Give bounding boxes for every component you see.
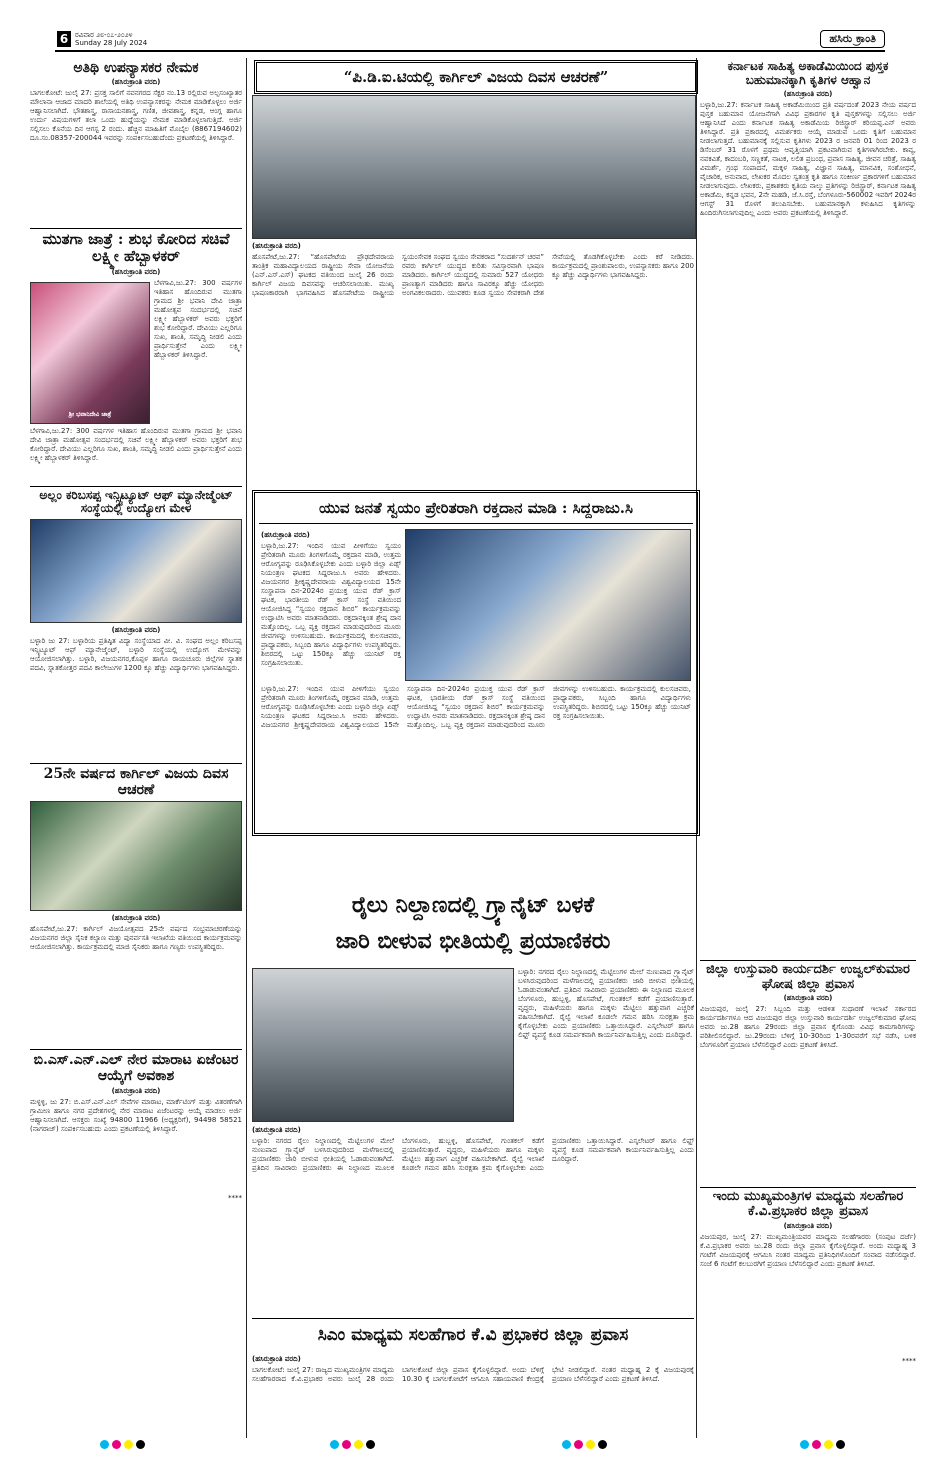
registration-marks bbox=[330, 1440, 375, 1449]
article-text: ಬೆಳಗಾವಿ,ಜು.27: 300 ವರ್ಷಗಳ ಇತಿಹಾಸ ಹೊಂದಿರುವ ಮುತಗಾ ಗ್ರಾಮದ ಶ್ರೀ ಭವಾನಿ ದೇವಿ ಜಾತ್ರಾ ಮಹೋತ್ಸವ ಸಂದರ್ಭದಲ್ಲಿ ಸಚಿವೆ ಲಕ್ಷ್ಮೀ ಹೆಬ್ಬಾಳಕರ್ ಅವರು ಭಕ್ತರಿಗೆ ಶುಭ ಕೋರಿದ್ದಾರೆ. ದೇವಿಯು ಎಲ್ಲರಿಗೂ ಸುಖ, ಶಾಂತಿ, ಸಮೃದ್ಧಿ ನೀಡಲಿ ಎಂದು ಪ್ರಾರ್ಥಿಸುತ್ತೇನೆ ಎಂದು ಲಕ್ಷ್ಮೀ ಹೆಬ್ಬಾಳಕರ್ ತಿಳಿಸಿದ್ದಾರೆ. bbox=[30, 426, 242, 462]
article-text: ಬಳ್ಳಾರಿ ಜು 27: ಬಳ್ಳಾರಿಯ ಪ್ರತಿಷ್ಠಿತ ವಿದ್ಯಾ ಸಂಸ್ಥೆಯಾದ ವೀ. ವಿ. ಸಂಘದ ಅಲ್ಲಂ ಕರಿಬಸಪ್ಪ ಇನ್ಸ್ಟಿಟ್ಯೂಟ್ ಆಫ್ ಮ್ಯಾನೇಜ್ಮೆಂಟ್, ಬಳ್ಳಾರಿ ಸಂಸ್ಥೆಯಲ್ಲಿ ಉದ್ಯೋಗ ಮೇಳವನ್ನು ಆಯೋಜಿಸಲಾಗಿತ್ತು. ಬಳ್ಳಾರಿ, ವಿಜಯನಗರ,ಕೊಪ್ಪಳ ಹಾಗೂ ರಾಯಚೂರು ಜಿಲ್ಲೆಗಳ ಸ್ನಾತಕ ಪದವಿ, ಸ್ನಾತಕೋತ್ತರ ಪದವಿ ಕಾಲೇಜುಗಳ 1200 ಕ್ಕೂ ಹೆಚ್ಚು ವಿದ್ಯಾರ್ಥಿಗಳು ಭಾಗವಹಿಸಿದ್ದರು. bbox=[30, 637, 242, 673]
article-text: ಬಾಗಲಕೋಟೆ: ಜುಲೈ 27: ಪ್ರಸಕ್ತ ಸಾಲಿಗೆ ನವನಗರದ ಸೆಕ್ಟರ ನಂ.13 ರಲ್ಲಿರುವ ಅಲ್ಪಸಂಖ್ಯಾತರ ಮೌಲಾನಾ ಆಜಾದ ಮಾದರಿ ಶಾಲೆಯಲ್ಲಿ ಅತಿಥಿ ಉಪನ್ಯಾಸಕರನ್ನು ನೇಮಕ ಮಾಡಿಕೊಳ್ಳಲು ಅರ್ಜಿ ಆಹ್ವಾನಿಸಲಾಗಿದೆ. ಭೌತಶಾಸ್ತ್ರ, ರಾಸಾಯನಶಾಸ್ತ್ರ, ಗಣಿತ, ಜೀವಶಾಸ್ತ್ರ, ಕನ್ನಡ, ಆಂಗ್ಲ ಹಾಗೂ ಉರ್ದು ವಿಷಯಗಳಿಗೆ ತಲಾ ಒಂದು ಹುದ್ದೆಯನ್ನು ನೇಮಕ ಮಾಡಿಕೊಳ್ಳಲಾಗುತ್ತಿದೆ. ಅರ್ಜಿ ಸಲ್ಲಿಸಲು ಕೊನೆಯ ದಿನ ಆಗಸ್ಟ 2 ರಂದು. ಹೆಚ್ಚಿನ ಮಾಹಿತಿಗೆ ಮೊಬೈಲ (8867194602) ದೂ.ಸಂ.08357-200044 ಇವರನ್ನು ಸಂಪರ್ಕಿಸಬಹುದೆಂದು ಪ್ರಕಟಣೆಯಲ್ಲಿ ತಿಳಿಸಿದ್ದಾರೆ. bbox=[30, 89, 242, 143]
article-text: ಬಳ್ಳಾರಿ: ನಗರದ ರೈಲು ನಿಲ್ದಾಣದಲ್ಲಿ ಮೆಟ್ಟಿಲುಗಳ ಮೇಲೆ ನುಣುಪಾದ ಗ್ರ್ಯಾನೈಟ್ ಬಳಸಿರುವುದರಿಂದ ಮಳೆಗಾಲದಲ್ಲಿ ಪ್ರಯಾಣಿಕರು ಜಾರಿ ಬೀಳುವ ಭೀತಿಯಲ್ಲಿ ಓಡಾಡುವಂತಾಗಿದೆ. ಪ್ರತಿದಿನ ಸಾವಿರಾರು ಪ್ರಯಾಣಿಕರು ಈ ನಿಲ್ದಾಣದ ಮೂಲಕ ಬೆಂಗಳೂರು, ಹುಬ್ಬಳ್ಳಿ, ಹೊಸಪೇಟೆ, ಗುಂತಕಲ್ ಕಡೆಗೆ ಪ್ರಯಾಣಿಸುತ್ತಾರೆ. ವೃದ್ಧರು, ಮಹಿಳೆಯರು ಹಾಗೂ ಮಕ್ಕಳು ಮೆಟ್ಟಿಲು ಹತ್ತುವಾಗ ಎಚ್ಚರಿಕೆ ವಹಿಸಬೇಕಾಗಿದೆ. ರೈಲ್ವೆ ಇಲಾಖೆ ಕೂಡಲೇ ಗಮನ ಹರಿಸಿ ಸುರಕ್ಷತಾ ಕ್ರಮ ಕೈಗೊಳ್ಳಬೇಕು ಎಂದು ಪ್ರಯಾಣಿಕರು ಒತ್ತಾಯಿಸಿದ್ದಾರೆ. ಎಸ್ಕಲೇಟರ್ ಹಾಗೂ ಲಿಫ್ಟ್ ವ್ಯವಸ್ಥೆ ಕೂಡ ಸಮರ್ಪಕವಾಗಿ ಕಾರ್ಯನಿರ್ವಹಿಸುತ್ತಿಲ್ಲ ಎಂದು ದೂರಿದ್ದಾರೆ. bbox=[252, 1137, 694, 1172]
byline: (ಹಸಿರುಕ್ರಾಂತಿ ವರದಿ) bbox=[261, 531, 310, 539]
article-photo: ಶ್ರೀ ಭವಾನಿದೇವಿ ಜಾತ್ರೆ bbox=[30, 282, 150, 424]
end-mark: **** bbox=[902, 1357, 916, 1366]
article-text: ವಿಜಯಪುರ, ಜುಲೈ 27: ಮುಖ್ಯಮಂತ್ರಿಯವರ ಮಾಧ್ಯಮ ಸಲಹೆಗಾರರು (ಸಂಪುಟ ದರ್ಜೆ) ಕೆ.ವಿ.ಪ್ರಭಾಕರ ಅವರು ಜು.28 ರಂದು ಜಿಲ್ಲಾ ಪ್ರವಾಸ ಕೈಗೊಳ್ಳಲಿದ್ದಾರೆ. ಅಂದು ಮಧ್ಯಾಹ್ನ 3 ಗಂಟೆಗೆ ವಿಜಯಪುರಕ್ಕೆ ಆಗಮಿಸಿ ನಂತರ ಮಾಧ್ಯಮ ಪ್ರತಿನಿಧಿಗಳೊಂದಿಗೆ ಸಂವಾದ ನಡೆಸಲಿದ್ದಾರೆ. ಸಂಜೆ 6 ಗಂಟೆಗೆ ಕಲಬುರಗಿಗೆ ಪ್ರಯಾಣ ಬೆಳೆಸಲಿದ್ದಾರೆ ಎಂದು ಪ್ರಕಟಣೆ ತಿಳಿಸಿದೆ. bbox=[700, 1233, 916, 1269]
article-text: ಬಳ್ಳಾರಿ: ನಗರದ ರೈಲು ನಿಲ್ದಾಣದಲ್ಲಿ ಮೆಟ್ಟಿಲುಗಳ ಮೇಲೆ ನುಣುಪಾದ ಗ್ರ್ಯಾನೈಟ್ ಬಳಸಿರುವುದರಿಂದ ಮಳೆಗಾಲದಲ್ಲಿ ಪ್ರಯಾಣಿಕರು ಜಾರಿ ಬೀಳುವ ಭೀತಿಯಲ್ಲಿ ಓಡಾಡುವಂತಾಗಿದೆ. ಪ್ರತಿದಿನ ಸಾವಿರಾರು ಪ್ರಯಾಣಿಕರು ಈ ನಿಲ್ದಾಣದ ಮೂಲಕ ಬೆಂಗಳೂರು, ಹುಬ್ಬಳ್ಳಿ, ಹೊಸಪೇಟೆ, ಗುಂತಕಲ್ ಕಡೆಗೆ ಪ್ರಯಾಣಿಸುತ್ತಾರೆ. ವೃದ್ಧರು, ಮಹಿಳೆಯರು ಹಾಗೂ ಮಕ್ಕಳು ಮೆಟ್ಟಿಲು ಹತ್ತುವಾಗ ಎಚ್ಚರಿಕೆ ವಹಿಸಬೇಕಾಗಿದೆ. ರೈಲ್ವೆ ಇಲಾಖೆ ಕೂಡಲೇ ಗಮನ ಹರಿಸಿ ಸುರಕ್ಷತಾ ಕ್ರಮ ಕೈಗೊಳ್ಳಬೇಕು ಎಂದು ಪ್ರಯಾಣಿಕರು ಒತ್ತಾಯಿಸಿದ್ದಾರೆ. ಎಸ್ಕಲೇಟರ್ ಹಾಗೂ ಲಿಫ್ಟ್ ವ್ಯವಸ್ಥೆ ಕೂಡ ಸಮರ್ಪಕವಾಗಿ ಕಾರ್ಯನಿರ್ವಹಿಸುತ್ತಿಲ್ಲ ಎಂದು ದೂರಿದ್ದಾರೆ. bbox=[518, 968, 694, 1039]
byline: (ಹಸಿರುಕ್ರಾಂತಿ ವರದಿ) bbox=[111, 1086, 161, 1095]
article-photo bbox=[30, 519, 242, 623]
byline: (ಹಸಿರುಕ್ರಾಂತಿ ವರದಿ) bbox=[252, 242, 301, 250]
article-text: ಹೊಸಪೇಟೆ,ಜು.27: ಕಾರ್ಗಿಲ್ ವಿಜಯೋತ್ಸವದ 25ನೇ ವರ್ಷದ ಸಂಭ್ರಮಾಚರಣೆಯನ್ನು ವಿಜಯನಗರ ಜಿಲ್ಲಾ ಸೈನಿಕ ಕಲ್ಯಾಣ ಮತ್ತು ಪುನರ್ವಸತಿ ಇಲಾಖೆಯ ವತಿಯಿಂದ ಕಾರ್ಯಕ್ರಮವನ್ನು ಆಯೋಜಿಸಲಾಗಿತ್ತು. ಕಾರ್ಯಕ್ರಮದಲ್ಲಿ ಮಾಜಿ ಸೈನಿಕರು ಹಾಗೂ ಗಣ್ಯರು ಉಪಸ್ಥಿತರಿದ್ದರು. bbox=[30, 925, 242, 952]
article-text: ಹೊಸಪೇಟೆ,ಜು.27: “ಹೊಸಪೇಟೆಯ ಪ್ರೌಢದೇವರಾಯ ತಾಂತ್ರಿಕ ಮಹಾವಿದ್ಯಾಲಯದ ರಾಷ್ಟ್ರೀಯ ಸೇವಾ ಯೋಜನೆಯ (ಎನ್.ಎಸ್.ಎಸ್) ಘಟಕದ ವತಿಯಿಂದ ಜುಲೈ 26 ರಂದು ಕಾರ್ಗಿಲ್ ವಿಜಯ ದಿವಸವನ್ನು ಆಚರಿಸಲಾಯಿತು. ಮುಖ್ಯ ಭಾಷಣಕಾರರಾಗಿ ಭಾಗವಹಿಸಿದ ಹೊಸಪೇಟೆಯ ರಾಷ್ಟ್ರೀಯ ಸ್ವಯಂಸೇವಕ ಸಂಘದ ಸ್ವಯಂ ಸೇವಕರಾದ “ಸುದರ್ಶನ್ ಚರವ” ರವರು ಕಾರ್ಗಿಲ್ ಯುದ್ಧದ ಕುರಿತು ಸವಿಸ್ತಾರವಾಗಿ ಭಾಷಣ ಮಾಡಿದರು. ಕಾರ್ಗಿಲ್ ಯುದ್ಧದಲ್ಲಿ ಸುಮಾರು 527 ಯೋಧರು ಪ್ರಾಣತ್ಯಾಗ ಮಾಡಿದರು ಹಾಗೂ ಸಾವಿರಕ್ಕೂ ಹೆಚ್ಚು ಯೋಧರು ಅಂಗವಿಕಲರಾದರು. ಯುವಕರು ಕೂಡ ಸ್ವಯಂ ಸೇವಕರಾಗಿ ದೇಶ ಸೇವೆಯಲ್ಲಿ ತೊಡಗಿಕೊಳ್ಳಬೇಕು ಎಂದು ಕರೆ ನೀಡಿದರು. ಕಾರ್ಯಕ್ರಮದಲ್ಲಿ ಪ್ರಾಂಶುಪಾಲರು, ಉಪನ್ಯಾಸಕರು ಹಾಗೂ 200 ಕ್ಕೂ ಹೆಚ್ಚು ವಿದ್ಯಾರ್ಥಿಗಳು ಭಾಗವಹಿಸಿದ್ದರು. bbox=[252, 253, 694, 297]
column-divider bbox=[246, 58, 247, 1438]
byline: (ಹಸಿರುಕ್ರಾಂತಿ ವರದಿ) bbox=[111, 914, 161, 923]
article-text: ಬಳ್ಳಾರಿ,ಜು.27: ಕರ್ನಾಟಕ ಸಾಹಿತ್ಯ ಅಕಾಡೆಮಿಯಿಂದ ಪ್ರತಿ ವರ್ಷದಂತೆ 2023 ನೇಯ ವರ್ಷದ ಪುಸ್ತಕ ಬಹುಮಾನ ಯೋಜನೆಗಾಗಿ ವಿವಿಧ ಪ್ರಕಾರಗಳ ಕೃತಿ ಪುಸ್ತಕಗಳನ್ನು ಸಲ್ಲಿಸಲು ಅರ್ಜಿ ಆಹ್ವಾನಿಸಿದೆ ಎಂದು ಕರ್ನಾಟಕ ಸಾಹಿತ್ಯ ಅಕಾಡೆಮಿಯ ರಿಜಿಸ್ಟ್ರಾರ್ ಕರಿಯಪ್ಪ.ಎನ್ ಅವರು ತಿಳಿಸಿದ್ದಾರೆ. ಪ್ರತಿ ಪ್ರಕಾರದಲ್ಲಿ ವಿಮರ್ಶಕರು ಆಯ್ಕೆ ಮಾಡುವ ಒಂದು ಕೃತಿಗೆ ಬಹುಮಾನ ನೀಡಲಾಗುತ್ತದೆ. ಬಹುಮಾನಕ್ಕೆ ಸಲ್ಲಿಸುವ ಕೃತಿಗಳು 2023 ರ ಜನವರಿ 01 ರಿಂದ 2023 ರ ಡಿಸೆಂಬರ್ 31 ರೊಳಗೆ ಪ್ರಥಮ ಆವೃತ್ತಿಯಾಗಿ ಪ್ರಕಟವಾಗಿರುವ ಕೃತಿಗಳಾಗಿರಬೇಕು. ಕಾವ್ಯ, ನವಕವಿತೆ, ಕಾದಂಬರಿ, ಸಣ್ಣಕತೆ, ನಾಟಕ, ಲಲಿತ ಪ್ರಬಂಧ, ಪ್ರವಾಸ ಸಾಹಿತ್ಯ, ಜೀವನ ಚರಿತ್ರೆ, ಸಾಹಿತ್ಯ ವಿಮರ್ಶೆ, ಗ್ರಂಥ ಸಂಪಾದನೆ, ಮಕ್ಕಳ ಸಾಹಿತ್ಯ, ವಿಜ್ಞಾನ ಸಾಹಿತ್ಯ, ಮಾನವಿಕ, ಸಂಶೋಧನೆ, ವೈಚಾರಿಕ, ಅನುವಾದ, ಲೇಖಕರ ಮೊದಲ ಸ್ವತಂತ್ರ ಕೃತಿ ಹಾಗೂ ಸಂಕೀರ್ಣ ಪ್ರಕಾರಗಳಿಗೆ ಬಹುಮಾನ ನೀಡಲಾಗುವುದು. ಲೇಖಕರು, ಪ್ರಕಾಶಕರು ಕೃತಿಯ ನಾಲ್ಕು ಪ್ರತಿಗಳನ್ನು ರಿಜಿಸ್ಟ್ರಾರ್, ಕರ್ನಾಟಕ ಸಾಹಿತ್ಯ ಅಕಾಡೆಮಿ, ಕನ್ನಡ ಭವನ, 2ನೇ ಮಹಡಿ, ಜೆ.ಸಿ.ರಸ್ತೆ, ಬೆಂಗಳೂರು-560002 ಇವರಿಗೆ 2024ರ ಆಗಸ್ಟ್ 31 ರೊಳಗೆ ತಲುಪಿಸಬೇಕು. ಬಹುಮಾನಕ್ಕಾಗಿ ಕಳುಹಿಸಿದ ಕೃತಿಗಳನ್ನು ಹಿಂದಿರುಗಿಸಲಾಗುವುದಿಲ್ಲ ಎಂದು ಅವರು ಪ್ರಕಟಣೆಯಲ್ಲಿ ತಿಳಿಸಿದ್ದಾರೆ. bbox=[700, 100, 916, 217]
article-box bbox=[252, 490, 700, 836]
article-title: ಅತಿಥಿ ಉಪನ್ಯಾಸಕರ ನೇಮಕ bbox=[73, 60, 199, 76]
article-text: ಬೆಳಗಾವಿ,ಜು.27: 300 ವರ್ಷಗಳ ಇತಿಹಾಸ ಹೊಂದಿರುವ ಮುತಗಾ ಗ್ರಾಮದ ಶ್ರೀ ಭವಾನಿ ದೇವಿ ಜಾತ್ರಾ ಮಹೋತ್ಸವ ಸಂದರ್ಭದಲ್ಲಿ ಸಚಿವೆ ಲಕ್ಷ್ಮೀ ಹೆಬ್ಬಾಳಕರ್ ಅವರು ಭಕ್ತರಿಗೆ ಶುಭ ಕೋರಿದ್ದಾರೆ. ದೇವಿಯು ಎಲ್ಲರಿಗೂ ಸುಖ, ಶಾಂತಿ, ಸಮೃದ್ಧಿ ನೀಡಲಿ ಎಂದು ಪ್ರಾರ್ಥಿಸುತ್ತೇನೆ ಎಂದು ಲಕ್ಷ್ಮೀ ಹೆಬ್ಬಾಳಕರ್ ತಿಳಿಸಿದ್ದಾರೆ. bbox=[154, 278, 242, 359]
byline: (ಹಸಿರುಕ್ರಾಂತಿ ವರದಿ) bbox=[783, 89, 833, 98]
article-photo bbox=[252, 95, 696, 239]
article-title: ಅಲ್ಲಂ ಕರಿಬಸಪ್ಪ ಇನ್ಸ್ಟಿಟ್ಯೂಟ್ ಆಫ್ ಮ್ಯಾನೇಜ್ಮೆಂಟ್ ಸಂಸ್ಥೆಯಲ್ಲಿ ಉದ್ಯೋಗ ಮೇಳ bbox=[39, 487, 233, 516]
article-subtitle: ಜಾರಿ ಬೀಳುವ ಭೀತಿಯಲ್ಲಿ ಪ್ರಯಾಣಿಕರು bbox=[335, 928, 611, 954]
article-text: ಬಾಗಲಕೋಟೆ: ಜುಲೈ 27: ರಾಜ್ಯದ ಮುಖ್ಯಮಂತ್ರಿಗಳ ಮಾಧ್ಯಮ ಸಲಹೆಗಾರರಾದ ಕೆ.ವಿ.ಪ್ರಭಾಕರ ಅವರು ಜುಲೈ 28 ರಂದು ಬಾಗಲಕೋಟೆ ಜಿಲ್ಲಾ ಪ್ರವಾಸ ಕೈಗೊಳ್ಳಲಿದ್ದಾರೆ. ಅಂದು ಬೆಳಿಗ್ಗೆ 10.30 ಕ್ಕೆ ಬಾಗಲಕೋಟೆಗೆ ಆಗಮಿಸಿ ಸಹಾಯವಾಣಿ ಕೇಂದ್ರಕ್ಕೆ ಭೇಟಿ ನೀಡಲಿದ್ದಾರೆ. ನಂತರ ಮಧ್ಯಾಹ್ನ 2 ಕ್ಕೆ ವಿಜಯಪುರಕ್ಕೆ ಪ್ರಯಾಣ ಬೆಳೆಸಲಿದ್ದಾರೆ ಎಂದು ಪ್ರಕಟಣೆ ತಿಳಿಸಿದೆ. bbox=[252, 1366, 694, 1383]
article-title: ಇಂದು ಮುಖ್ಯಮಂತ್ರಿಗಳ ಮಾಧ್ಯಮ ಸಲಹೆಗಾರ ಕೆ.ವಿ.ಪ್ರಭಾಕರ ಜಿಲ್ಲಾ ಪ್ರವಾಸ bbox=[712, 1189, 904, 1220]
byline: (ಹಸಿರುಕ್ರಾಂತಿ ವರದಿ) bbox=[783, 1222, 833, 1231]
article-title: ಕರ್ನಾಟಕ ಸಾಹಿತ್ಯ ಅಕಾಡೆಮಿಯಿಂದ ಪುಸ್ತಕ ಬಹುಮಾನಕ್ಕಾಗಿ ಕೃತಿಗಳ ಆಹ್ವಾನ bbox=[727, 59, 889, 87]
page-number: 6 bbox=[57, 31, 71, 47]
article-title: ಮುತಗಾ ಜಾತ್ರೆ : ಶುಭ ಕೋರಿದ ಸಚಿವೆ ಲಕ್ಷ್ಮೀ ಹೆಬ್ಬಾಳಕರ್ bbox=[42, 230, 230, 266]
article-title: ಯುವ ಜನತೆ ಸ್ವಯಂ ಪ್ರೇರಿತರಾಗಿ ರಕ್ತದಾನ ಮಾಡಿ : ಸಿದ್ದರಾಜು.ಸಿ bbox=[319, 499, 633, 517]
article-title: ಬಿ.ಎಸ್.ಎನ್.ಎಲ್ ನೇರ ಮಾರಾಟ ಏಜೆಂಟರ ಆಯ್ಕೆಗೆ ಅವಕಾಶ bbox=[33, 1052, 239, 1085]
registration-marks bbox=[562, 1440, 607, 1449]
registration-marks bbox=[800, 1440, 845, 1449]
article-photo bbox=[30, 801, 242, 911]
section-title: ಹಸಿರು ಕ್ರಾಂತಿ bbox=[820, 30, 885, 48]
byline: (ಹಸಿರುಕ್ರಾಂತಿ ವರದಿ) bbox=[111, 267, 161, 276]
article-photo bbox=[405, 529, 691, 681]
byline: (ಹಸಿರುಕ್ರಾಂತಿ ವರದಿ) bbox=[252, 1126, 301, 1134]
article-text: ಬಳ್ಳಾರಿ,ಜು.27: ಇಂದಿನ ಯುವ ಪೀಳಿಗೆಯು ಸ್ವಯಂ ಪ್ರೇರಿತರಾಗಿ ಮೂರು ತಿಂಗಳಿಗೊಮ್ಮೆ ರಕ್ತದಾನ ಮಾಡಿ, ಉತ್ತಮ ಆರೋಗ್ಯವನ್ನು ರೂಢಿಸಿಕೊಳ್ಳಬೇಕು ಎಂದು ಬಳ್ಳಾರಿ ಜಿಲ್ಲಾ ಏಡ್ಸ್ ನಿಯಂತ್ರಣ ಘಟಕದ ಸಿದ್ದರಾಜು.ಸಿ ಅವರು ಹೇಳಿದರು. ವಿಜಯನಗರ ಶ್ರೀಕೃಷ್ಣದೇವರಾಯ ವಿಶ್ವವಿದ್ಯಾಲಯದ 15ನೇ ಸಂಸ್ಥಾಪನಾ ದಿನ-2024ರ ಪ್ರಯುಕ್ತ ಯುವ ರೆಡ್ ಕ್ರಾಸ್ ಘಟಕ, ಭಾರತೀಯ ರೆಡ್ ಕ್ರಾಸ್ ಸಂಸ್ಥೆ ವತಿಯಿಂದ ಆಯೋಜಿಸಿದ್ದ “ಸ್ವಯಂ ರಕ್ತದಾನ ಶಿಬಿರ” ಕಾರ್ಯಕ್ರಮವನ್ನು ಉದ್ಘಾಟಿಸಿ ಅವರು ಮಾತನಾಡಿದರು. ರಕ್ತದಾನಕ್ಕಿಂತ ಶ್ರೇಷ್ಠ ದಾನ ಮತ್ತೊಂದಿಲ್ಲ. ಒಬ್ಬ ವ್ಯಕ್ತಿ ರಕ್ತದಾನ ಮಾಡುವುದರಿಂದ ಮೂರು ಜೀವಗಳನ್ನು ಉಳಿಸಬಹುದು. ಕಾರ್ಯಕ್ರಮದಲ್ಲಿ ಕುಲಸಚಿವರು, ಪ್ರಾಧ್ಯಾಪಕರು, ಸಿಬ್ಬಂದಿ ಹಾಗೂ ವಿದ್ಯಾರ್ಥಿಗಳು ಉಪಸ್ಥಿತರಿದ್ದರು. ಶಿಬಿರದಲ್ಲಿ ಒಟ್ಟು 150ಕ್ಕೂ ಹೆಚ್ಚು ಯುನಿಟ್ ರಕ್ತ ಸಂಗ್ರಹಿಸಲಾಯಿತು. bbox=[261, 542, 401, 667]
right-column bbox=[700, 58, 916, 1365]
article-title: ಸಿಎಂ ಮಾಧ್ಯಮ ಸಲಹೆಗಾರ ಕೆ.ವಿ ಪ್ರಭಾಕರ ಜಿಲ್ಲಾ ಪ್ರವಾಸ bbox=[317, 1325, 629, 1345]
article-title: “ಪಿ.ಡಿ.ಐ.ಟಿಯಲ್ಲಿ ಕಾರ್ಗಿಲ್ ವಿಜಯ ದಿವಸ ಆಚರಣೆ” bbox=[343, 68, 609, 86]
article-title: 25ನೇ ವರ್ಷದ ಕಾರ್ಗಿಲ್ ವಿಜಯ ದಿವಸ ಆಚರಣೆ bbox=[43, 766, 229, 799]
registration-marks bbox=[100, 1440, 145, 1449]
byline: (ಹಸಿರುಕ್ರಾಂತಿ ವರದಿ) bbox=[783, 994, 833, 1003]
left-column bbox=[30, 58, 242, 1202]
byline: (ಹಸಿರುಕ್ರಾಂತಿ ವರದಿ) bbox=[111, 78, 161, 87]
article-text: ಬಳ್ಳಾರಿ,ಜು.27: ಇಂದಿನ ಯುವ ಪೀಳಿಗೆಯು ಸ್ವಯಂ ಪ್ರೇರಿತರಾಗಿ ಮೂರು ತಿಂಗಳಿಗೊಮ್ಮೆ ರಕ್ತದಾನ ಮಾಡಿ, ಉತ್ತಮ ಆರೋಗ್ಯವನ್ನು ರೂಢಿಸಿಕೊಳ್ಳಬೇಕು ಎಂದು ಬಳ್ಳಾರಿ ಜಿಲ್ಲಾ ಏಡ್ಸ್ ನಿಯಂತ್ರಣ ಘಟಕದ ಸಿದ್ದರಾಜು.ಸಿ ಅವರು ಹೇಳಿದರು. ವಿಜಯನಗರ ಶ್ರೀಕೃಷ್ಣದೇವರಾಯ ವಿಶ್ವವಿದ್ಯಾಲಯದ 15ನೇ ಸಂಸ್ಥಾಪನಾ ದಿನ-2024ರ ಪ್ರಯುಕ್ತ ಯುವ ರೆಡ್ ಕ್ರಾಸ್ ಘಟಕ, ಭಾರತೀಯ ರೆಡ್ ಕ್ರಾಸ್ ಸಂಸ್ಥೆ ವತಿಯಿಂದ ಆಯೋಜಿಸಿದ್ದ “ಸ್ವಯಂ ರಕ್ತದಾನ ಶಿಬಿರ” ಕಾರ್ಯಕ್ರಮವನ್ನು ಉದ್ಘಾಟಿಸಿ ಅವರು ಮಾತನಾಡಿದರು. ರಕ್ತದಾನಕ್ಕಿಂತ ಶ್ರೇಷ್ಠ ದಾನ ಮತ್ತೊಂದಿಲ್ಲ. ಒಬ್ಬ ವ್ಯಕ್ತಿ ರಕ್ತದಾನ ಮಾಡುವುದರಿಂದ ಮೂರು ಜೀವಗಳನ್ನು ಉಳಿಸಬಹುದು. ಕಾರ್ಯಕ್ರಮದಲ್ಲಿ ಕುಲಸಚಿವರು, ಪ್ರಾಧ್ಯಾಪಕರು, ಸಿಬ್ಬಂದಿ ಹಾಗೂ ವಿದ್ಯಾರ್ಥಿಗಳು ಉಪಸ್ಥಿತರಿದ್ದರು. ಶಿಬಿರದಲ್ಲಿ ಒಟ್ಟು 150ಕ್ಕೂ ಹೆಚ್ಚು ಯುನಿಟ್ ರಕ್ತ ಸಂಗ್ರಹಿಸಲಾಯಿತು. bbox=[261, 685, 691, 729]
headline-box bbox=[254, 60, 698, 94]
article-text: ಮಳ್ಳಳ್ಳಿ, ಜು 27: ಬಿ.ಎಸ್.ಎನ್.ಎಲ್ ಸೇವೆಗಳ ಮಾರಾಟ, ಮಾರ್ಕೆಟಿಂಗ್ ಮತ್ತು ವಿತರಣೆಗಾಗಿ ಗ್ರಾಮೀಣ ಹಾಗೂ ನಗರ ಪ್ರದೇಶಗಳಲ್ಲಿ ನೇರ ಮಾರಾಟ ಏಜೆಂಟರನ್ನು ಆಯ್ಕೆ ಮಾಡಲು ಅರ್ಜಿ ಆಹ್ವಾನಿಸಲಾಗಿದೆ. ಆಸಕ್ತರು ಸಂಖ್ಯೆ 94800 11966 (ಅಧ್ಯಕ್ಷರಿಗೆ), 94498 58521 (ನಾಗರಾಜ್) ಸಂಪರ್ಕಿಸಬಹುದು ಎಂದು ಪ್ರಕಟಣೆಯಲ್ಲಿ ತಿಳಿಸಿದ್ದಾರೆ. bbox=[30, 1097, 242, 1133]
article-title: ಜಿಲ್ಲಾ ಉಸ್ತುವಾರಿ ಕಾರ್ಯದರ್ಶಿ ಉಜ್ವಲ್‌ಕುಮಾರ ಘೋಷ ಜಿಲ್ಲಾ ಪ್ರವಾಸ bbox=[706, 961, 910, 992]
masthead bbox=[55, 30, 885, 52]
end-mark: **** bbox=[228, 1193, 242, 1202]
byline: (ಹಸಿರುಕ್ರಾಂತಿ ವರದಿ) bbox=[111, 626, 161, 635]
article-photo bbox=[252, 968, 514, 1122]
date-line: ರವಿವಾರ ೨೮-೦೭-೨೦೨೪ Sunday 28 July 2024 bbox=[75, 31, 148, 47]
article-title: ರೈಲು ನಿಲ್ದಾಣದಲ್ಲಿ ಗ್ರ್ಯಾನೈಟ್ ಬಳಕೆ bbox=[351, 892, 595, 918]
byline: (ಹಸಿರುಕ್ರಾಂತಿ ವರದಿ) bbox=[252, 1355, 301, 1363]
article-text: ವಿಜಯಪುರ, ಜುಲೈ 27: ಸಿಬ್ಬಂದಿ ಮತ್ತು ಆಡಳಿತ ಸುಧಾರಣೆ ಇಲಾಖೆ ಸರ್ಕಾರದ ಕಾರ್ಯದರ್ಶಿಗಳೂ ಆದ ವಿಜಯಪುರ ಜಿಲ್ಲಾ ಉಸ್ತುವಾರಿ ಕಾರ್ಯದರ್ಶಿ ಉಜ್ವಲ್‌ಕುಮಾರ ಘೋಷ ಅವರು ಜು.28 ಹಾಗೂ 29ರಂದು ಜಿಲ್ಲಾ ಪ್ರವಾಸ ಕೈಗೊಂಡು ವಿವಿಧ ಕಾಮಗಾರಿಗಳನ್ನು ಪರಿಶೀಲಿಸಲಿದ್ದಾರೆ. ಜು.29ರಂದು ಬೆಳಿಗ್ಗೆ 10-30ರಿಂದ 1-30ರವರೆಗೆ ಸಭೆ ನಡೆಸಿ, ಬಳಿಕ ಬೆಂಗಳೂರಿಗೆ ಪ್ರಯಾಣ ಬೆಳೆಸಲಿದ್ದಾರೆ ಎಂದು ಪ್ರಕಟಣೆ ತಿಳಿಸಿದೆ. bbox=[700, 1005, 916, 1050]
